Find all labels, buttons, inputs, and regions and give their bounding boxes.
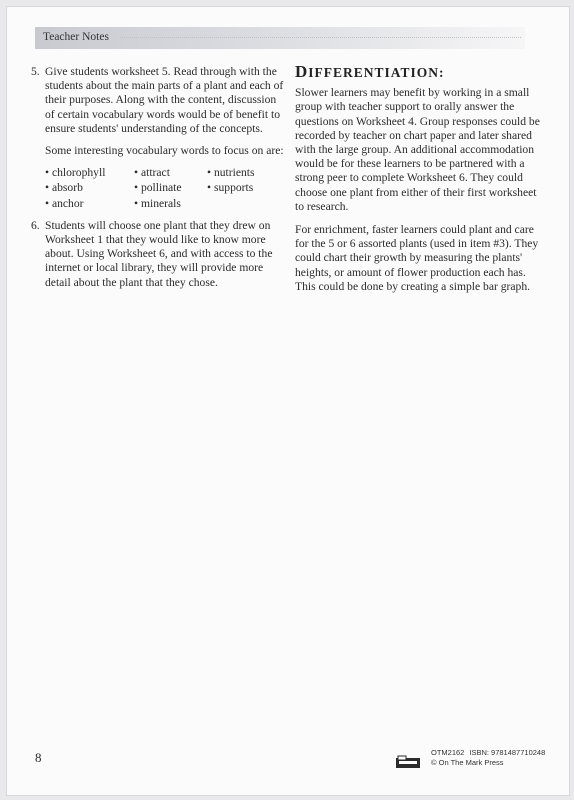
footer-publisher-info xyxy=(431,748,550,768)
vocab-word: • anchor xyxy=(45,196,84,210)
vocab-word: • attract xyxy=(134,166,170,180)
item-6-number: 6. xyxy=(31,218,40,232)
right-column xyxy=(295,62,545,303)
vocab-word: • pollinate xyxy=(134,181,182,195)
vocab-list xyxy=(45,166,287,211)
item-5 xyxy=(31,65,283,219)
item-5-number: 5. xyxy=(31,65,40,78)
differentiation-paragraph-2: For enrichment, faster learners could plant and care for the 5 or 6 assorted plants (used in item #3). They could chart their growth by measuring the plants' heights, or amount of flower production each has. This could be done by creating a simple bar graph. xyxy=(295,223,539,293)
vocab-word: • chlorophyll xyxy=(45,166,106,180)
item-5-paragraph: Give students worksheet 5. Read through with the students about the main parts of a plant and each of their purposes. Along with the content, discussion of certain vocabulary words would be of benefit to ensure students' understanding of the concepts. xyxy=(45,65,284,135)
heading-initial: D xyxy=(295,62,309,81)
vocab-word: • minerals xyxy=(134,196,181,210)
publisher-logo-icon xyxy=(395,755,421,769)
vocab-intro: Some interesting vocabulary words to focus on are: xyxy=(45,144,284,158)
left-column xyxy=(31,65,283,298)
vocab-word: • absorb xyxy=(45,181,83,195)
differentiation-paragraph-1: Slower learners may benefit by working in a small group with teacher support to orally answer the questions on Worksheet 4. Group responses could be recorded by teacher on chart paper and later shared with the large group. An additional accommodation would be for these learners to be partnered with a strong peer to complete Worksheet 6. They could choose one plant from either of their first worksheet to research. xyxy=(295,86,540,213)
product-code: OTM2162 xyxy=(431,748,465,757)
page-number: 8 xyxy=(35,750,42,765)
header-dotted-line xyxy=(120,37,521,38)
item-6 xyxy=(31,219,283,298)
differentiation-heading xyxy=(295,62,545,81)
vocab-word: • supports xyxy=(207,181,254,195)
header-bar xyxy=(35,27,525,49)
worksheet-page xyxy=(6,6,570,796)
isbn: ISBN: 9781487710248 xyxy=(469,748,546,757)
vocab-word: • nutrients xyxy=(207,166,255,180)
item-6-paragraph: Students will choose one plant that they drew on Worksheet 1 that they would like to know more about. Using Worksheet 6, and with access to the internet or local library, they will provide more detail about the plant that they chose. xyxy=(45,218,273,289)
heading-rest: IFFERENTIATION: xyxy=(308,65,445,80)
copyright: © On The Mark Press xyxy=(431,758,504,767)
header-label: Teacher Notes xyxy=(43,31,109,43)
